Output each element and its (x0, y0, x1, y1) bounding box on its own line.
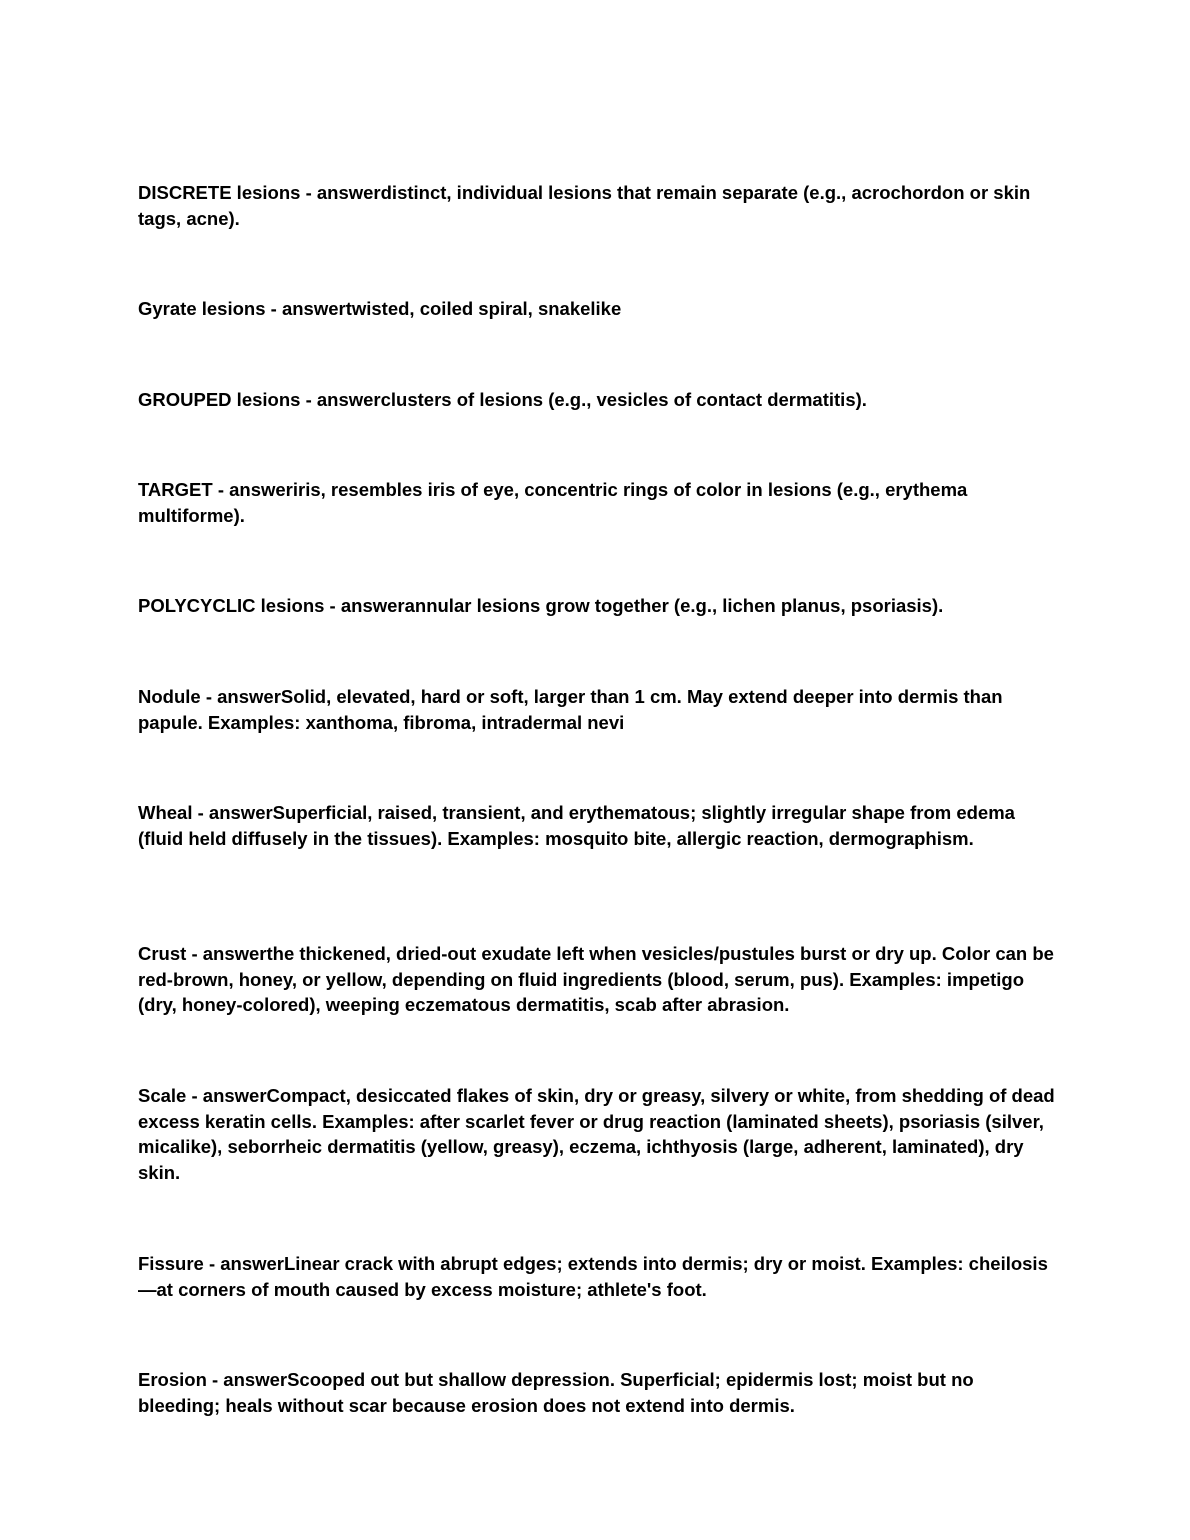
entry-target: TARGET - answeriris, resembles iris of eye, concentric rings of color in lesions (e.g., erythema multiforme). (138, 479, 968, 526)
entry-grouped-lesions: GROUPED lesions - answerclusters of lesions (e.g., vesicles of contact dermatitis). (138, 389, 867, 410)
entry-wheal: Wheal - answerSuperficial, raised, transient, and erythematous; slightly irregular shape from edema (fluid held diffusely in the tissues). Examples: mosquito bite, allergic reaction, dermographism. (138, 802, 1015, 849)
entry-gyrate-lesions: Gyrate lesions - answertwisted, coiled spiral, snakelike (138, 298, 622, 319)
entry-polycyclic-lesions: POLYCYCLIC lesions - answerannular lesions grow together (e.g., lichen planus, psoriasis). (138, 595, 944, 616)
entry-fissure: Fissure - answerLinear crack with abrupt edges; extends into dermis; dry or moist. Examples: cheilosis—at corners of mouth caused by excess moisture; athlete's foot. (138, 1253, 1048, 1300)
entry-erosion: Erosion - answerScooped out but shallow depression. Superficial; epidermis lost; moist but no bleeding; heals without scar because erosion does not extend into dermis. (138, 1369, 974, 1416)
entry-crust: Crust - answerthe thickened, dried-out exudate left when vesicles/pustules burst or dry up. Color can be red-brown, honey, or yellow, depending on fluid ingredients (blood, serum, pus). Examples: impetigo (dry, honey-colored), weeping eczematous dermatitis, scab after abrasion. (138, 943, 1054, 1016)
entry-discrete-lesions: DISCRETE lesions - answerdistinct, individual lesions that remain separate (e.g., acrochordon or skin tags, acne). (138, 182, 1031, 229)
entry-scale: Scale - answerCompact, desiccated flakes of skin, dry or greasy, silvery or white, from shedding of dead excess keratin cells. Examples: after scarlet fever or drug reaction (laminated sheets), psoriasis (silver, micalike), seborrheic dermatitis (yellow, greasy), eczema, ichthyosis (large, adherent, laminated), dry skin. (138, 1085, 1055, 1184)
entry-nodule: Nodule - answerSolid, elevated, hard or soft, larger than 1 cm. May extend deeper into dermis than papule. Examples: xanthoma, fibroma, intradermal nevi (138, 686, 1003, 733)
